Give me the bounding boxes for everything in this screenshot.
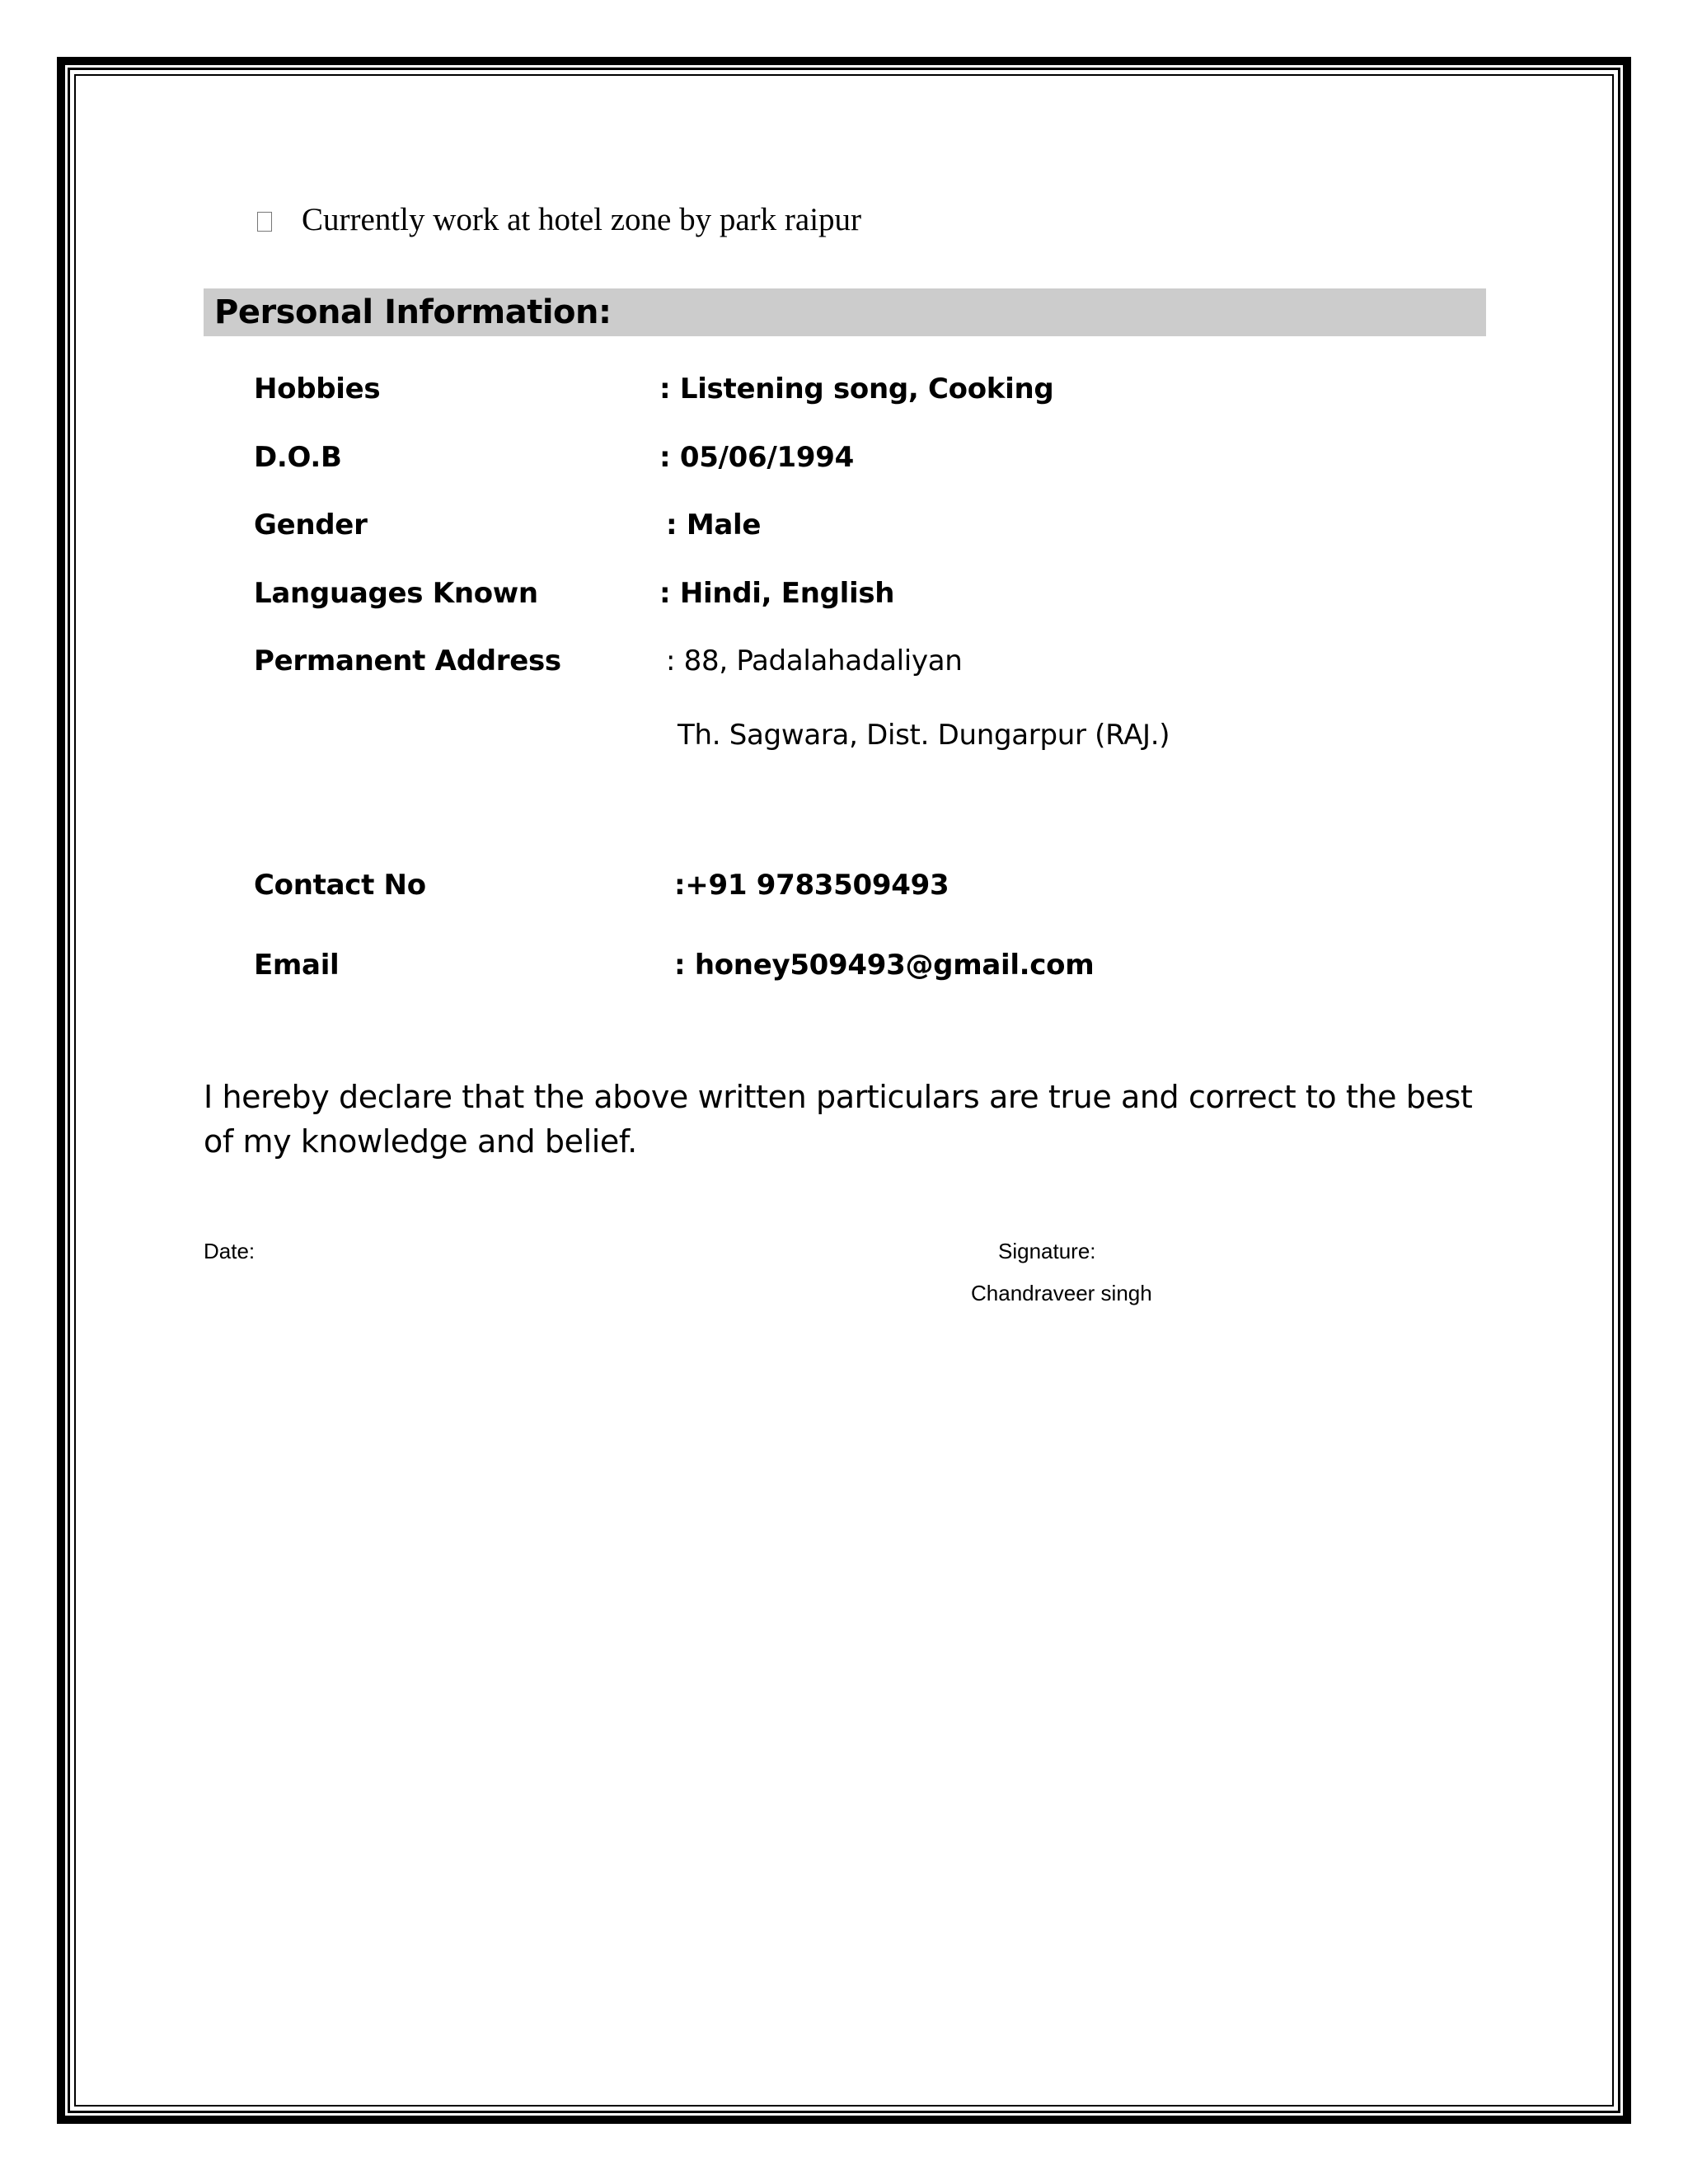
address-value-line1: : 88, Padalahadaliyan [666, 644, 963, 677]
languages-label: Languages Known [254, 577, 538, 610]
signature-name: Chandraveer singh [971, 1281, 1152, 1305]
checkbox-bullet-icon [257, 212, 272, 232]
current-work-bullet [257, 201, 861, 238]
hobbies-label: Hobbies [254, 373, 381, 405]
signature-label: Signature: [998, 1239, 1096, 1263]
personal-information-header: Personal Information: [204, 288, 1486, 336]
declaration-text: I hereby declare that the above written particulars are true and correct to the best of my knowledge and belief. [204, 1079, 1473, 1160]
email-label: Email [254, 949, 340, 982]
hobbies-value: : Listening song, Cooking [659, 373, 1054, 405]
contact-label: Contact No [254, 869, 426, 902]
languages-value: : Hindi, English [659, 577, 895, 610]
date-label: Date: [204, 1239, 256, 1263]
gender-value: : Male [666, 509, 762, 541]
gender-label: Gender [254, 509, 368, 541]
address-label: Permanent Address [254, 644, 561, 677]
contact-value: :+91 9783509493 [674, 869, 950, 902]
current-work-text: Currently work at hotel zone by park raipur [302, 202, 862, 237]
dob-value: : 05/06/1994 [659, 441, 854, 474]
email-value: : honey509493@gmail.com [674, 949, 1095, 982]
dob-label: D.O.B [254, 441, 342, 474]
address-value-line2: Th. Sagwara, Dist. Dungarpur (RAJ.) [678, 719, 1170, 752]
